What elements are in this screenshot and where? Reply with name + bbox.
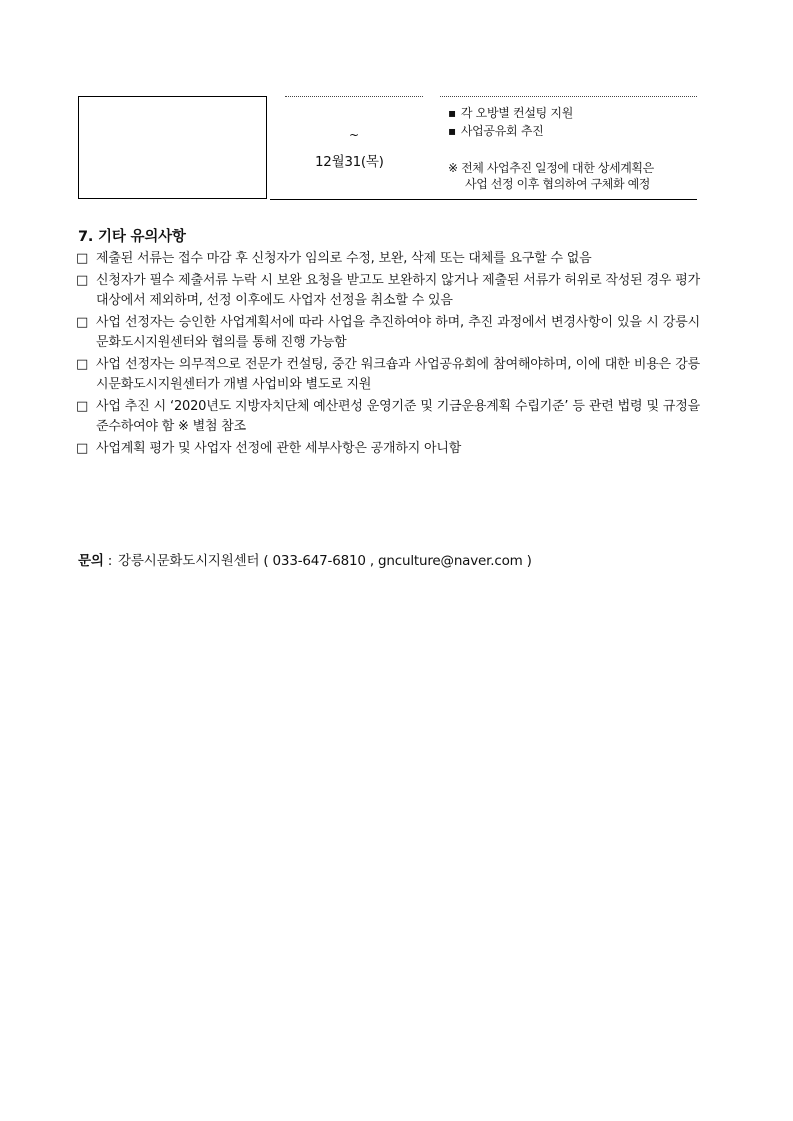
list-item — [76, 397, 700, 437]
schedule-note-line: ※ 전체 사업추진 일정에 대한 상세계획은 — [448, 161, 654, 175]
checkbox-icon: □ — [76, 251, 89, 266]
table-divider — [285, 96, 423, 97]
schedule-note — [448, 160, 654, 192]
schedule-end-date: 12월31(목) — [315, 154, 384, 170]
table-divider — [440, 96, 697, 97]
contact-text: 강릉시문화도시지원센터 ( 033-647-6810 , gnculture@naver.com ) — [118, 553, 532, 569]
list-item-text: 신청자가 필수 제출서류 누락 시 보완 요청을 받고도 보완하지 않거나 제출된 서류가 허위로 작성된 경우 평가 대상에서 제외하며, 선정 이후에도 사업자 선정을 취소할 수 있음 — [96, 273, 700, 308]
checkbox-icon: □ — [76, 357, 89, 372]
list-item — [76, 313, 700, 353]
contact-info — [78, 549, 532, 569]
list-item-text: 사업 선정자는 의무적으로 전문가 컨설팅, 중간 워크숍과 사업공유회에 참여해야하며, 이에 대한 비용은 강릉시문화도시지원센터가 개별 사업비와 별도로 지원 — [96, 357, 700, 392]
notice-list — [76, 249, 700, 461]
schedule-bullet: ▪ 사업공유회 추진 — [448, 122, 573, 140]
checkbox-icon: □ — [76, 399, 89, 414]
list-item-text: 제출된 서류는 접수 마감 후 신청자가 임의로 수정, 보완, 삭제 또는 대체를 요구할 수 없음 — [96, 251, 592, 266]
contact-separator: : — [107, 553, 113, 569]
table-border — [270, 199, 697, 200]
schedule-bullet-list — [448, 104, 573, 140]
table-cell-box — [78, 96, 267, 199]
list-item-text: 사업 추진 시 ‘2020년도 지방자치단체 예산편성 운영기준 및 기금운용계획 수립기준’ 등 관련 법령 및 규정을 준수하여야 함 ※ 별첨 참조 — [96, 399, 700, 434]
schedule-note-line: 사업 선정 이후 협의하여 구체화 예정 — [465, 177, 650, 191]
contact-label: 문의 — [78, 553, 104, 569]
date-range-tilde: ~ — [349, 128, 360, 142]
checkbox-icon: □ — [76, 441, 89, 456]
list-item — [76, 439, 700, 459]
checkbox-icon: □ — [76, 315, 89, 330]
list-item — [76, 355, 700, 395]
list-item-text: 사업 선정자는 승인한 사업계획서에 따라 사업을 추진하여야 하며, 추진 과정에서 변경사항이 있을 시 강릉시문화도시지원센터와 협의를 통해 진행 가능함 — [96, 315, 700, 350]
list-item — [76, 271, 700, 311]
checkbox-icon: □ — [76, 273, 89, 288]
list-item — [76, 249, 700, 269]
list-item-text: 사업계획 평가 및 사업자 선정에 관한 세부사항은 공개하지 아니함 — [96, 441, 462, 456]
section-title: 7. 기타 유의사항 — [78, 229, 186, 245]
schedule-bullet: ▪ 각 오방별 컨설팅 지원 — [448, 104, 573, 122]
